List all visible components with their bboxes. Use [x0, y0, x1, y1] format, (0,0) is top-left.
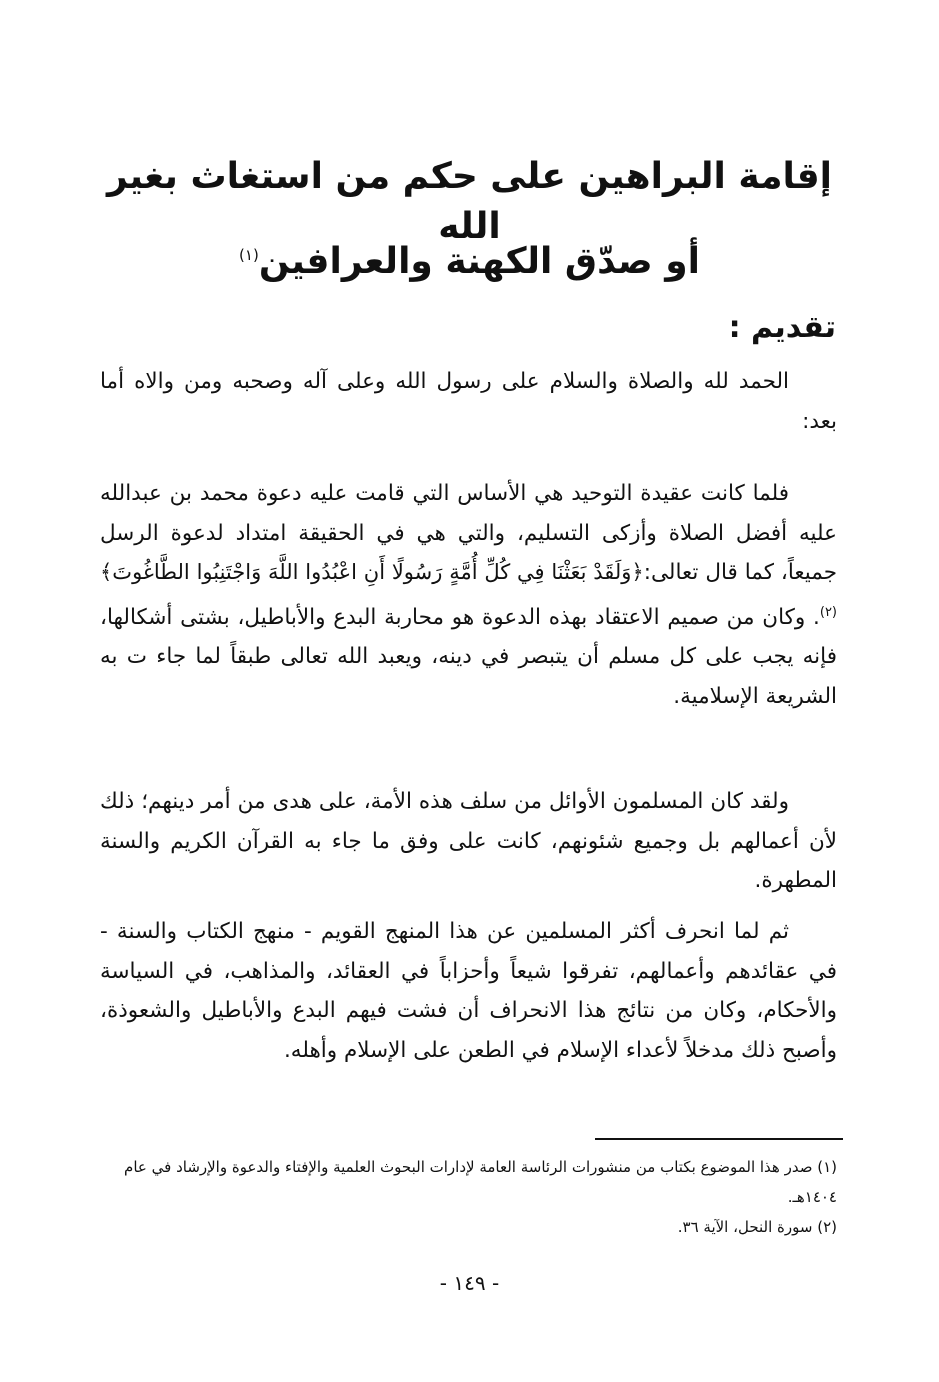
footnote-divider [595, 1138, 843, 1140]
paragraph-tawhid-part-2: . وكان من صميم الاعتقاد بهذه الدعوة هو محاربة البدع والأباطيل، بشتى أشكالها، فإنه يجب على كل مسلم أن يتبصر في دينه، ويعبد الله تعالى طبقاً لما جاء ت به الشريعة الإسلامية. [100, 604, 837, 709]
verse-footnote-marker: (٢) [819, 604, 837, 620]
paragraph-tawhid-part-1: فلما كانت عقيدة التوحيد هي الأساس التي قامت عليه دعوة محمد بن عبدالله عليه أفضل الصلاة وأزكى التسليم، والتي هي في الحقيقة امتداد لدعوة الرسل جميعاً، كما قال تعالى: [100, 481, 837, 585]
section-heading: تقديم : [728, 310, 836, 345]
title-line-1-text: إقامة البراهين على حكم من استغاث بغير الله [107, 156, 832, 247]
paragraph-tawhid [100, 474, 837, 716]
quran-verse: ﴿وَلَقَدْ بَعَثْنَا فِي كُلِّ أُمَّةٍ رَسُولًا أَنِ اعْبُدُوا اللَّهَ وَاجْتَنِبُوا الطَّاغُوتَ﴾ [100, 560, 644, 584]
paragraph-opening: الحمد لله والصلاة والسلام على رسول الله وعلى آله وصحبه ومن والاه أما بعد: [100, 369, 837, 434]
footnote-2: (٢) سورة النحل، الآية ٣٦. [677, 1218, 837, 1236]
title-line-2-text: أو صدّق الكهنة والعرافين [258, 241, 700, 282]
footnote-1: (١) صدر هذا الموضوع بكتاب من منشورات الرئاسة العامة لإدارات البحوث العلمية والإفتاء والدعوة والإرشاد في عام ١٤٠٤هـ. [124, 1158, 837, 1206]
paragraph-deviation: ثم لما انحرف أكثر المسلمين عن هذا المنهج القويم - منهج الكتاب والسنة - في عقائدهم وأعمالهم، تفرقوا شيعاً وأحزاباً في العقائد، والمذاهب، في السياسة والأحكام، وكان من نتائج هذا الانحراف أن فشت فيهم البدع والأباطيل والشعوذة، وأصبح ذلك مدخلاً لأعداء الإسلام في الطعن على الإسلام وأهله. [100, 919, 837, 1063]
page-number: - ١٤٩ - [439, 1271, 500, 1295]
footnotes-list [100, 1152, 837, 1242]
paragraph-salaf: ولقد كان المسلمون الأوائل من سلف هذه الأمة، على هدى من أمر دينهم؛ ذلك لأن أعمالهم بل وجميع شئونهم، كانت على وفق ما جاء به القرآن الكريم والسنة المطهرة. [100, 789, 837, 893]
title-footnote-marker: (١) [239, 246, 259, 264]
title-line-2 [100, 230, 839, 287]
